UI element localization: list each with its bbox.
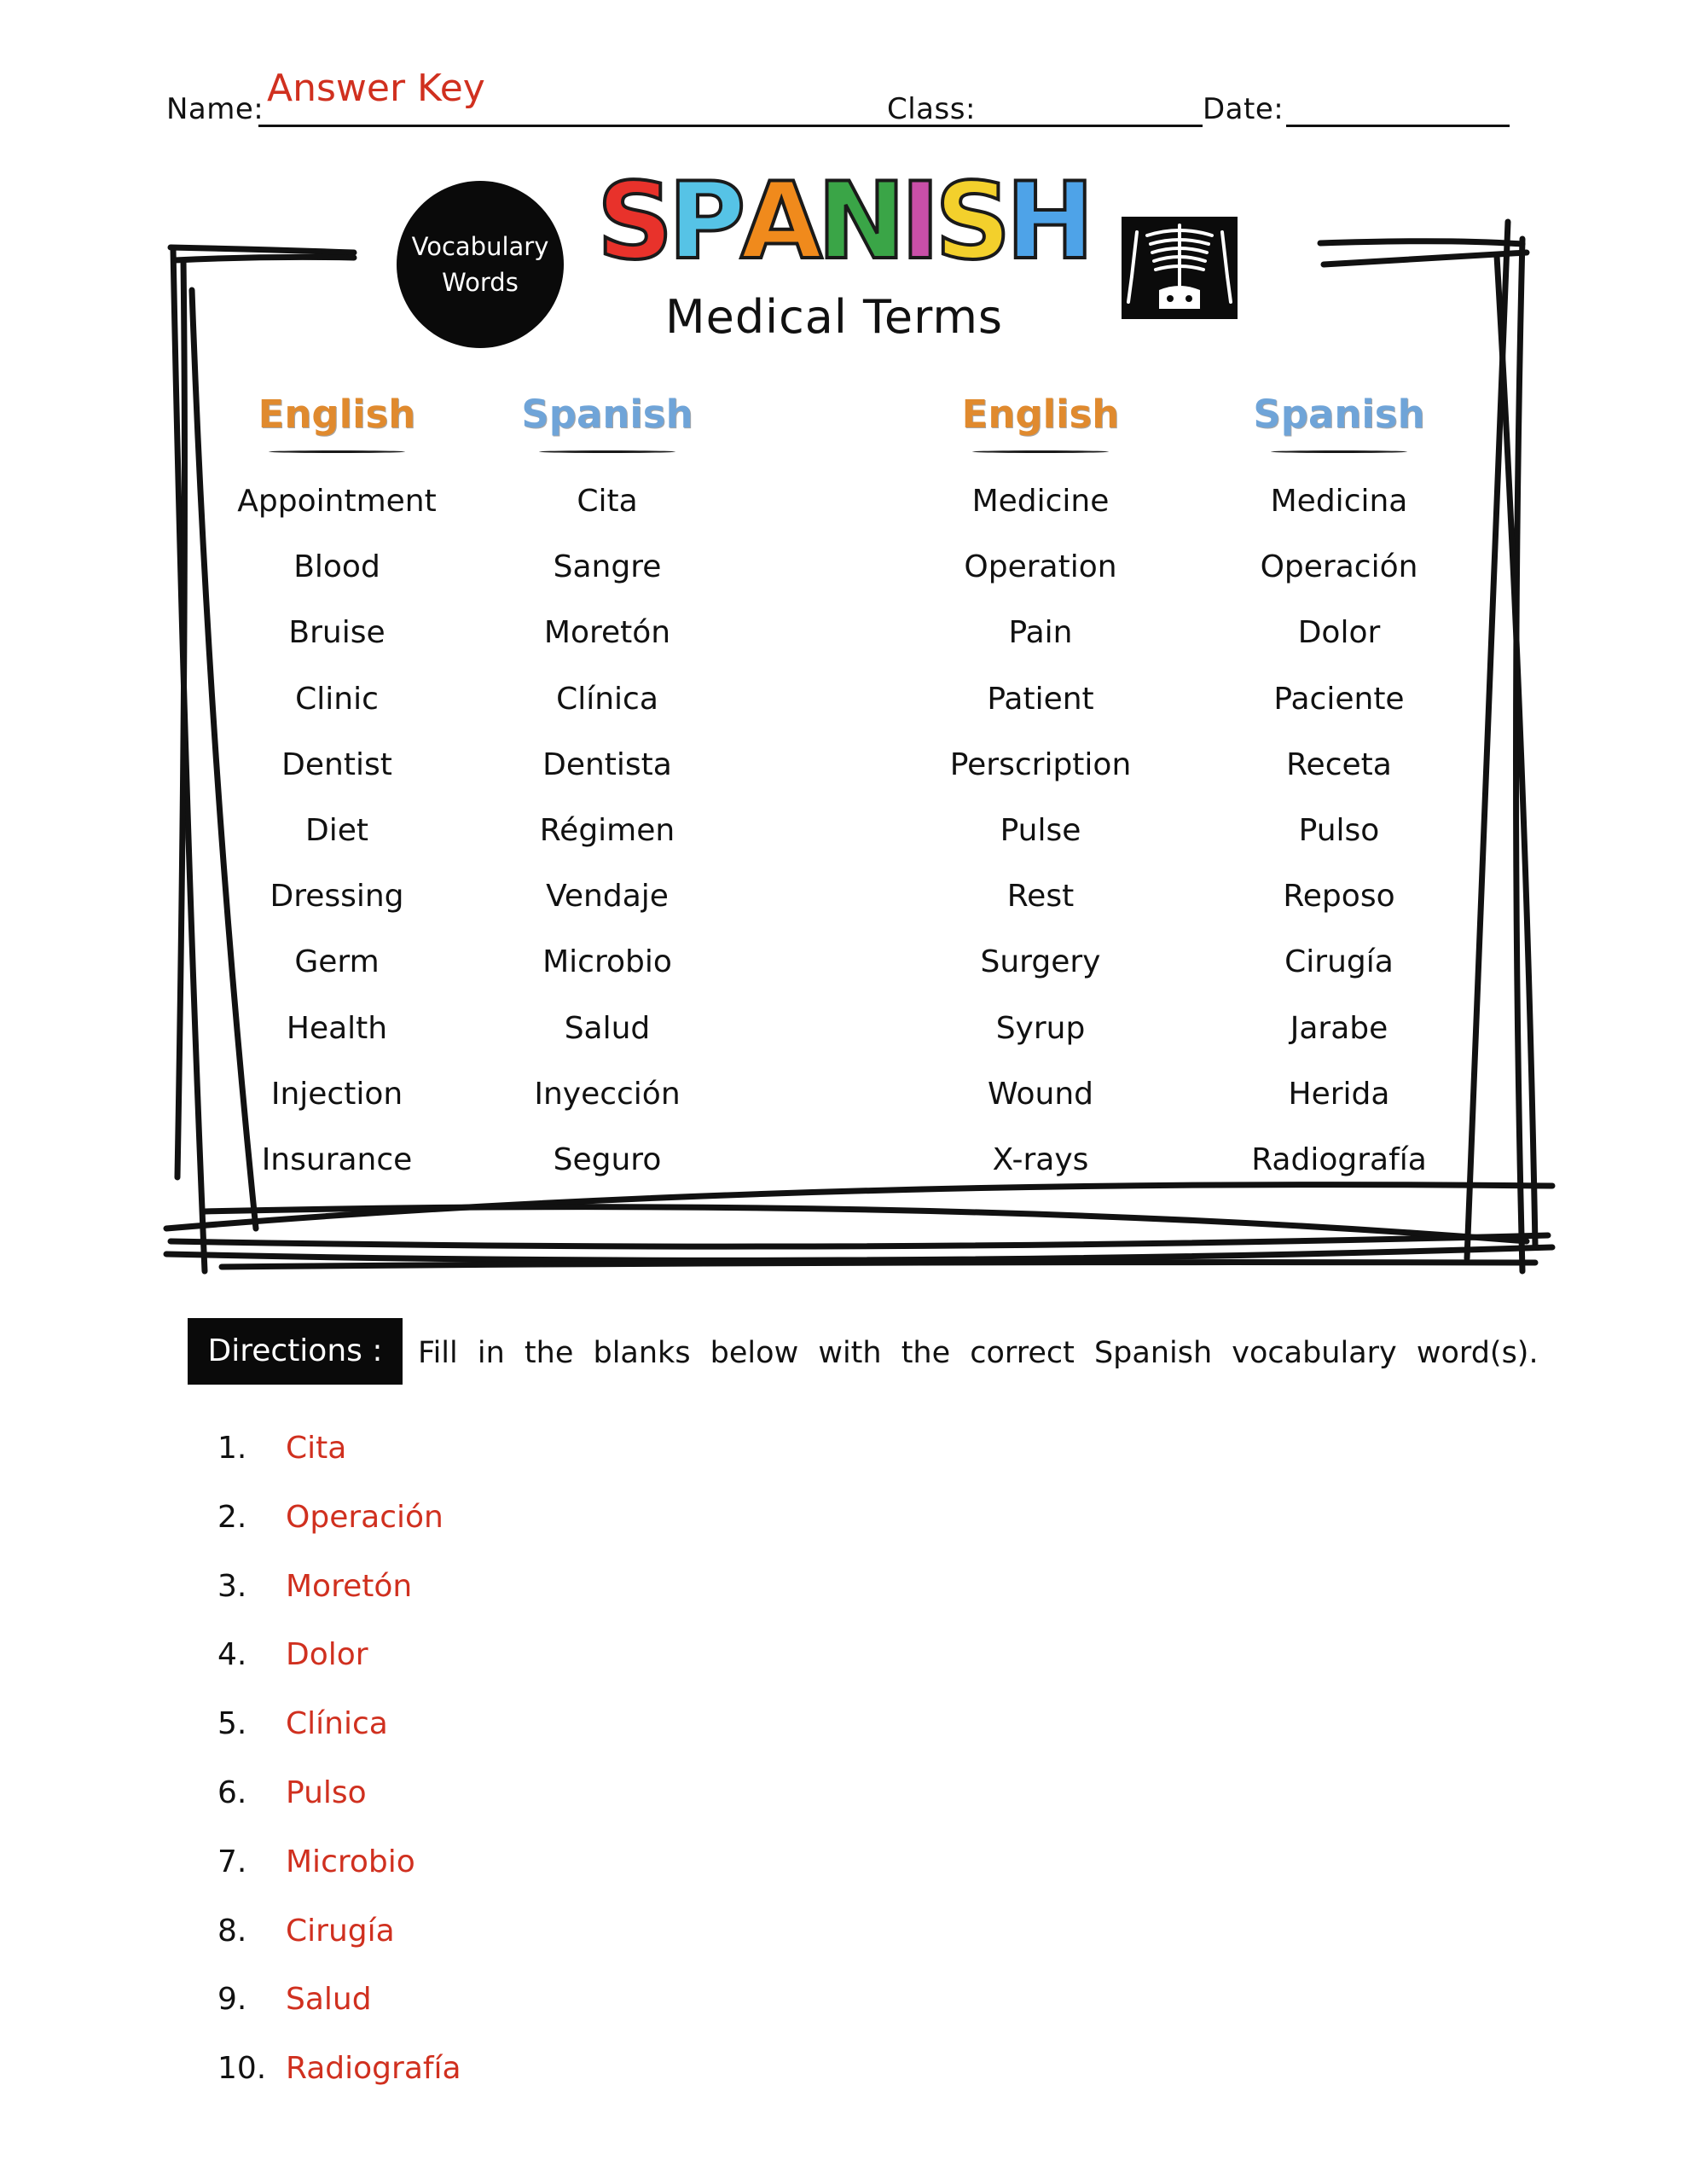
title-letter: N	[817, 160, 901, 283]
left-spanish-column	[471, 387, 744, 1193]
answer-number: 2.	[217, 1499, 247, 1535]
vocab-spanish-word: Paciente	[1273, 681, 1405, 717]
title-letter: P	[668, 160, 741, 283]
vocab-spanish-word: Vendaje	[546, 879, 669, 915]
answer-item	[217, 1627, 461, 1696]
answer-item	[217, 1765, 461, 1834]
answer-item	[217, 1490, 461, 1559]
vocab-spanish-word: Seguro	[553, 1141, 662, 1177]
answer-text: Moretón	[286, 1568, 413, 1604]
answer-list	[217, 1420, 461, 2110]
answer-text: Salud	[286, 1982, 372, 2018]
date-label: Date:	[1203, 92, 1284, 126]
name-label: Name:	[166, 92, 264, 126]
vocab-english-word: Insurance	[261, 1141, 413, 1177]
answer-item	[217, 1696, 461, 1765]
answer-key-label: Answer Key	[267, 67, 485, 110]
page-title	[597, 160, 1090, 283]
vocab-english-word: Medicine	[971, 484, 1110, 519]
xray-skeleton-icon	[1122, 217, 1238, 319]
vocab-spanish-word: Salud	[564, 1010, 651, 1046]
answer-text: Cita	[286, 1431, 347, 1466]
vocab-spanish-word: Herida	[1288, 1076, 1390, 1112]
vocab-english-word: Rest	[1006, 879, 1075, 915]
answer-number: 9.	[217, 1982, 247, 2018]
title-letter: I	[900, 160, 936, 283]
right-english-column	[904, 387, 1177, 1193]
answer-number: 1.	[217, 1431, 247, 1466]
vocab-spanish-word: Microbio	[542, 944, 672, 980]
left-english-column	[200, 387, 473, 1193]
vocab-english-word: X-rays	[992, 1141, 1089, 1177]
vocab-spanish-word: Cita	[577, 484, 638, 519]
heading-underline	[1271, 450, 1407, 453]
answer-item	[217, 1420, 461, 1490]
vocab-english-word: Dentist	[281, 746, 392, 782]
answer-text: Operación	[286, 1499, 443, 1535]
spanish-heading: Spanish	[1253, 392, 1425, 437]
title-letter: S	[935, 160, 1006, 283]
title-letter: H	[1006, 160, 1090, 283]
vocab-spanish-word: Medicina	[1270, 484, 1408, 519]
vocab-english-word: Health	[286, 1010, 388, 1046]
vocab-english-word: Pain	[1008, 615, 1073, 651]
heading-underline	[972, 450, 1109, 453]
class-label: Class:	[887, 92, 976, 126]
title-letter: A	[740, 160, 818, 283]
vocab-english-word: Patient	[987, 681, 1094, 717]
vocab-spanish-word: Dentista	[542, 746, 672, 782]
answer-item	[217, 2041, 461, 2110]
answer-number: 3.	[217, 1568, 247, 1604]
answer-item	[217, 1972, 461, 2041]
right-spanish-column	[1203, 387, 1475, 1193]
vocab-spanish-word: Régimen	[539, 812, 675, 848]
vocab-english-word: Clinic	[295, 681, 379, 717]
directions-text: Fill in the blanks below with the correct Spanish vocabulary word(s).	[418, 1336, 1539, 1370]
answer-text: Dolor	[286, 1637, 368, 1673]
answer-number: 6.	[217, 1774, 247, 1810]
vocab-english-word: Surgery	[980, 944, 1101, 980]
vocab-spanish-word: Radiografía	[1251, 1141, 1427, 1177]
vocab-english-word: Bruise	[288, 615, 386, 651]
vocab-english-word: Diet	[305, 812, 368, 848]
vocab-english-word: Syrup	[995, 1010, 1086, 1046]
answer-item	[217, 1903, 461, 1972]
vocab-english-word: Wound	[988, 1076, 1093, 1112]
vocab-english-word: Injection	[270, 1076, 403, 1112]
vocab-english-word: Appointment	[237, 484, 437, 519]
directions-label: Directions :	[188, 1318, 403, 1385]
title-letter: S	[597, 160, 669, 283]
heading-underline	[269, 450, 405, 453]
vocab-english-word: Germ	[294, 944, 380, 980]
answer-text: Radiografía	[286, 2051, 461, 2087]
vocab-spanish-word: Clínica	[556, 681, 658, 717]
answer-number: 8.	[217, 1913, 247, 1949]
vocab-spanish-word: Jarabe	[1290, 1010, 1388, 1046]
answer-number: 7.	[217, 1844, 247, 1879]
vocab-spanish-word: Pulso	[1298, 812, 1380, 848]
vocab-spanish-word: Operación	[1260, 549, 1418, 585]
answer-text: Clínica	[286, 1706, 388, 1742]
answer-number: 4.	[217, 1637, 247, 1673]
answer-text: Microbio	[286, 1844, 415, 1879]
page-subtitle: Medical Terms	[665, 290, 1004, 344]
vocab-english-word: Dressing	[270, 879, 404, 915]
answer-text: Cirugía	[286, 1913, 395, 1949]
vocab-spanish-word: Moretón	[543, 615, 671, 651]
answer-item	[217, 1559, 461, 1628]
badge-line-2: Words	[442, 268, 519, 297]
answer-text: Pulso	[286, 1774, 367, 1810]
heading-underline	[539, 450, 675, 453]
vocab-english-word: Blood	[293, 549, 380, 585]
answer-item	[217, 1834, 461, 1903]
vocab-english-word: Perscription	[949, 746, 1132, 782]
vocab-spanish-word: Sangre	[553, 549, 662, 585]
answer-number: 10.	[217, 2051, 267, 2087]
english-heading: English	[961, 392, 1120, 437]
vocab-spanish-word: Inyección	[534, 1076, 681, 1112]
vocab-spanish-word: Reposo	[1283, 879, 1395, 915]
vocab-spanish-word: Cirugía	[1284, 944, 1394, 980]
vocab-english-word: Operation	[964, 549, 1117, 585]
vocab-spanish-word: Receta	[1286, 746, 1392, 782]
vocab-spanish-word: Dolor	[1297, 615, 1381, 651]
english-heading: English	[258, 392, 416, 437]
vocabulary-words-badge	[397, 181, 564, 348]
answer-number: 5.	[217, 1706, 247, 1742]
vocab-english-word: Pulse	[1000, 812, 1081, 848]
badge-line-1: Vocabulary	[411, 232, 549, 261]
spanish-heading: Spanish	[521, 392, 693, 437]
